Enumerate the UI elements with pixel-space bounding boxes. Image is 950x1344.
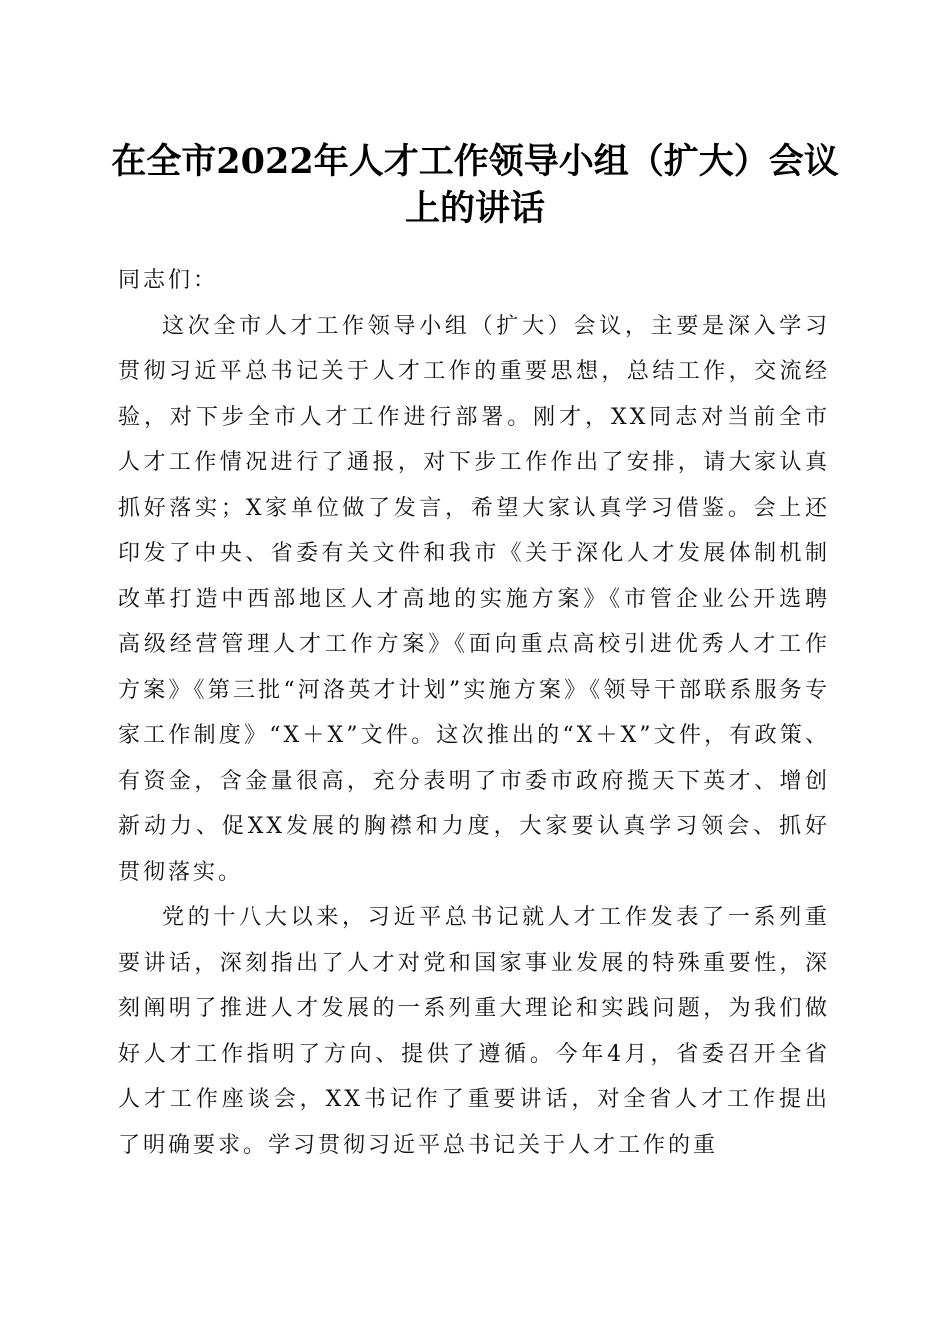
paragraph: 这次全市人才工作领导小组（扩大）会议，主要是深入学习贯彻习近平总书记关于人才工作的重要思想，总结工作，交流经验，对下步全市人才工作进行部署。刚才，XX同志对当前全市人才工作情况进行了通报，对下步工作作出了安排，请大家认真抓好落实；X家单位做了发言，希望大家认真学习借鉴。会上还印发了中央、省委有关文件和我市《关于深化人才发展体制机制改革打造中西部地区人才高地的实施方案》《市管企业公开选聘高级经营管理人才工作方案》《面向重点高校引进优秀人才工作方案》《第三批“河洛英才计划”实施方案》《领导干部联系服务专家工作制度》“X＋X”文件。这次推出的“X＋X”文件，有政策、有资金，含金量很高，充分表明了市委市政府揽天下英才、增创新动力、促XX发展的胸襟和力度，大家要认真学习领会、抓好贯彻落实。 bbox=[118, 313, 830, 885]
document-body bbox=[118, 258, 830, 1168]
paragraph: 党的十八大以来，习近平总书记就人才工作发表了一系列重要讲话，深刻指出了人才对党和国家事业发展的特殊重要性，深刻阐明了推进人才发展的一系列重大理论和实践问题，为我们做好人才工作指明了方向、提供了遵循。今年4月，省委召开全省人才工作座谈会，XX书记作了重要讲话，对全省人才工作提出了明确要求。学习贯彻习近平总书记关于人才工作的重 bbox=[118, 905, 830, 1158]
salutation: 同志们： bbox=[118, 268, 219, 293]
document-title: 在全市2022年人才工作领导小组（扩大）会议上的讲话 bbox=[111, 141, 839, 229]
